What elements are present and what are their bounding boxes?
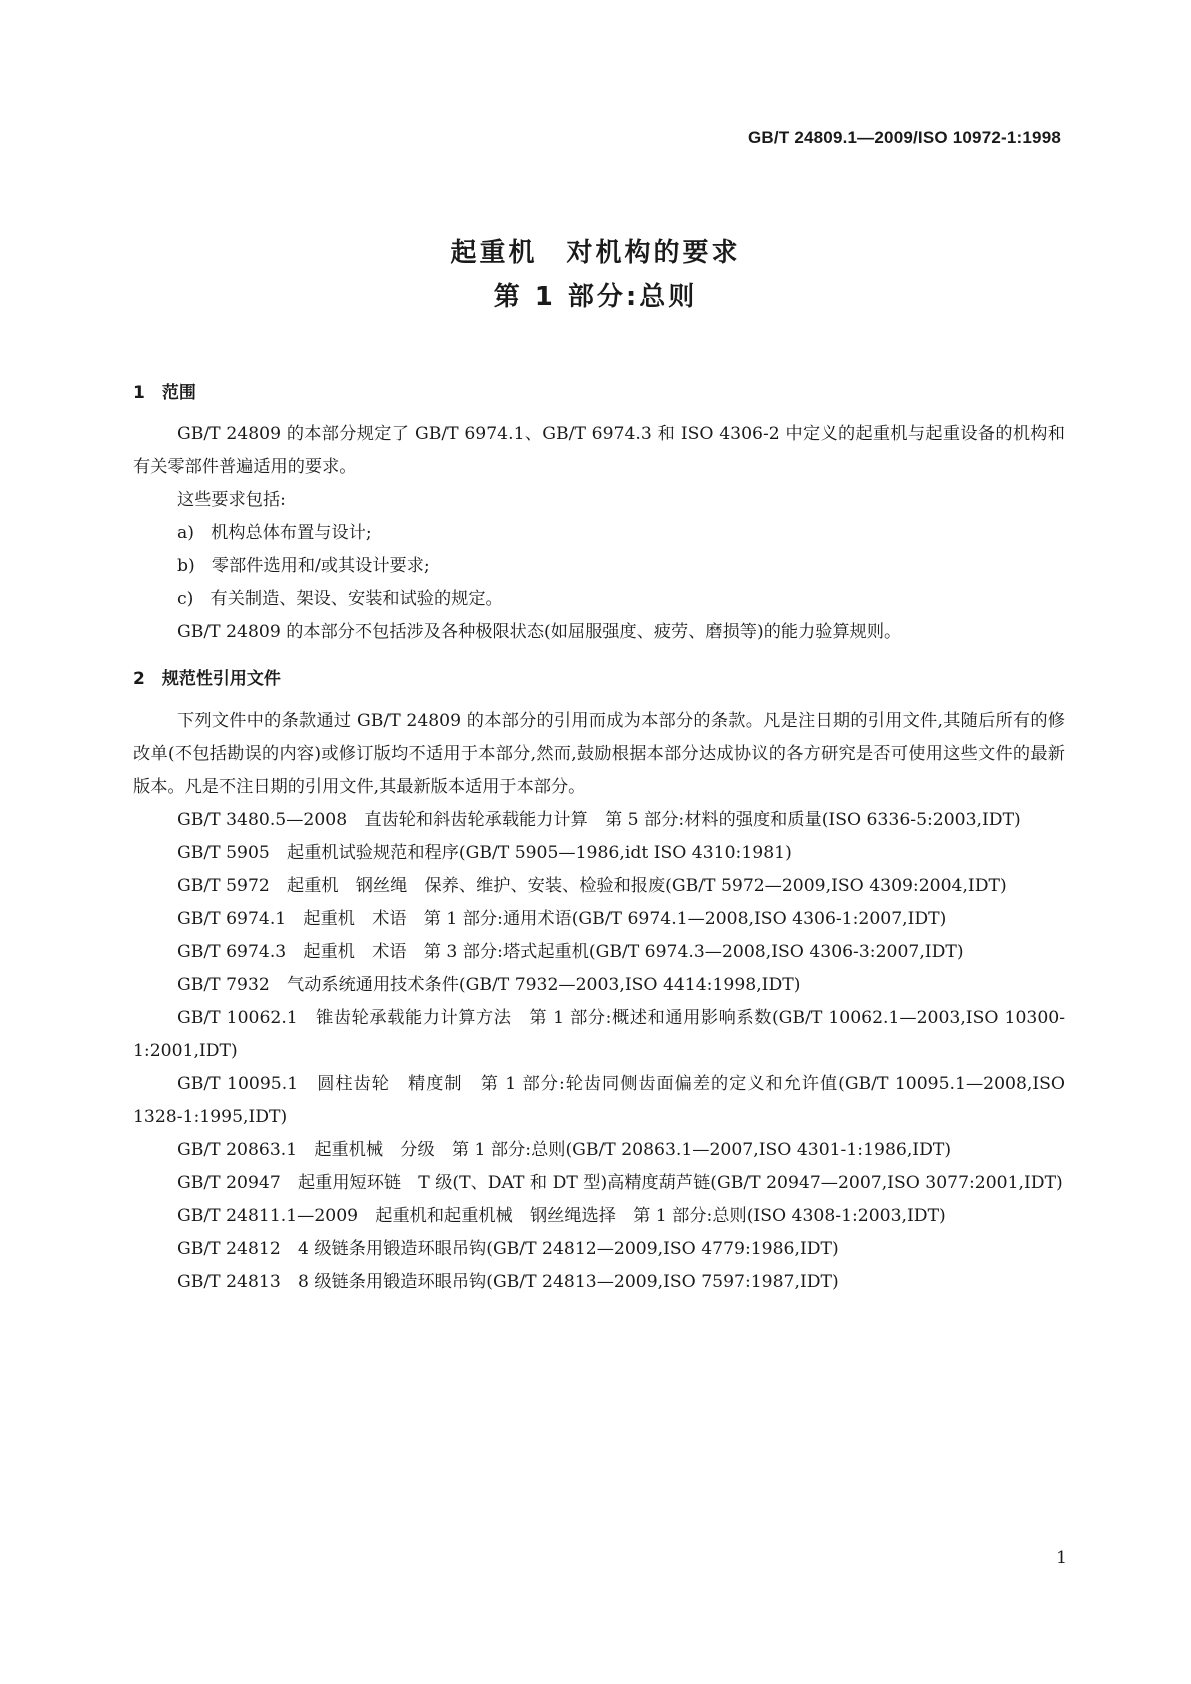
reference-code: GB/T 20863.1 — [177, 1140, 298, 1160]
document-subtitle: 第 1 部分:总则 — [493, 282, 698, 312]
scope-list-item-c: c) 有关制造、架设、安装和试验的规定。 — [177, 589, 503, 609]
reference-item — [133, 969, 1065, 1002]
section-1-body — [133, 418, 1065, 649]
reference-title: 起重机 钢丝绳 保养、维护、安装、检验和报废(GB/T 5972—2009,ISO 4309:2004,IDT) — [287, 876, 1007, 896]
reference-item — [133, 1200, 1065, 1233]
reference-item — [133, 936, 1065, 969]
section-2-body — [133, 705, 1071, 1299]
section-1-heading: 1 范围 — [133, 383, 196, 403]
reference-code: GB/T 10095.1 — [177, 1074, 299, 1094]
reference-item — [133, 804, 1065, 837]
reference-title: 锥齿轮承载能力计算方法 第 1 部分:概述和通用影响系数(GB/T 10062.1—2003,ISO 10300-1:2001,IDT) — [133, 1008, 1065, 1061]
reference-code: GB/T 24813 — [177, 1272, 281, 1292]
reference-item — [133, 1002, 1065, 1068]
reference-code: GB/T 6974.3 — [177, 942, 287, 962]
document-title: 起重机 对机构的要求 — [450, 238, 741, 268]
page-number: 1 — [1056, 1548, 1067, 1568]
reference-item — [133, 1068, 1071, 1134]
reference-title: 起重机试验规范和程序(GB/T 5905—1986,idt ISO 4310:1981) — [287, 843, 792, 863]
reference-item — [133, 1233, 1065, 1266]
scope-list-item-a: a) 机构总体布置与设计; — [177, 523, 372, 543]
reference-title: 气动系统通用技术条件(GB/T 7932—2003,ISO 4414:1998,IDT) — [287, 975, 801, 995]
reference-title: 起重机 术语 第 3 部分:塔式起重机(GB/T 6974.3—2008,ISO 4306-3:2007,IDT) — [303, 942, 964, 962]
reference-code: GB/T 5972 — [177, 876, 270, 896]
reference-code: GB/T 10062.1 — [177, 1008, 298, 1028]
reference-code: GB/T 7932 — [177, 975, 270, 995]
reference-item — [133, 1134, 1065, 1167]
reference-item — [133, 1167, 1065, 1200]
scope-paragraph: GB/T 24809 的本部分规定了 GB/T 6974.1、GB/T 6974.3 和 ISO 4306-2 中定义的起重机与起重设备的机构和有关零部件普遍适用的要求。 — [133, 424, 1065, 477]
reference-code: GB/T 3480.5—2008 — [177, 810, 348, 830]
reference-item — [133, 1266, 1065, 1299]
reference-item — [133, 903, 1065, 936]
reference-title: 8 级链条用锻造环眼吊钩(GB/T 24813—2009,ISO 7597:1987,IDT) — [297, 1272, 839, 1292]
reference-item — [133, 870, 1065, 903]
reference-code: GB/T 5905 — [177, 843, 270, 863]
section-2-heading: 2 规范性引用文件 — [133, 669, 281, 689]
reference-title: 圆柱齿轮 精度制 第 1 部分:轮齿同侧齿面偏差的定义和允许值(GB/T 10095.1—2008,ISO 1328-1:1995,IDT) — [133, 1074, 1071, 1127]
references-intro: 下列文件中的条款通过 GB/T 24809 的本部分的引用而成为本部分的条款。凡是注日期的引用文件,其随后所有的修改单(不包括勘误的内容)或修订版均不适用于本部分,然而,鼓励根据本部分达成协议的各方研究是否可使用这些文件的最新版本。凡是不注日期的引用文件,其最新版本适用于本部分。 — [133, 711, 1065, 797]
scope-requirements-intro: 这些要求包括: — [177, 490, 286, 510]
scope-exclusion-paragraph: GB/T 24809 的本部分不包括涉及各种极限状态(如屈服强度、疲劳、磨损等)的能力验算规则。 — [177, 622, 902, 642]
standard-code: GB/T 24809.1—2009/ISO 10972-1:1998 — [748, 128, 1061, 147]
reference-item — [133, 837, 1065, 870]
reference-title: 直齿轮和斜齿轮承载能力计算 第 5 部分:材料的强度和质量(ISO 6336-5:2003,IDT) — [364, 810, 1021, 830]
reference-code: GB/T 24811.1—2009 — [177, 1206, 359, 1226]
reference-title: 4 级链条用锻造环眼吊钩(GB/T 24812—2009,ISO 4779:1986,IDT) — [297, 1239, 839, 1259]
reference-title: 起重机和起重机械 钢丝绳选择 第 1 部分:总则(ISO 4308-1:2003,IDT) — [375, 1206, 946, 1226]
reference-code: GB/T 20947 — [177, 1173, 281, 1193]
reference-code: GB/T 6974.1 — [177, 909, 287, 929]
scope-list-item-b: b) 零部件选用和/或其设计要求; — [177, 556, 430, 576]
reference-title: 起重机 术语 第 1 部分:通用术语(GB/T 6974.1—2008,ISO 4306-1:2007,IDT) — [303, 909, 947, 929]
reference-code: GB/T 24812 — [177, 1239, 281, 1259]
reference-title: 起重机械 分级 第 1 部分:总则(GB/T 20863.1—2007,ISO 4301-1:1986,IDT) — [314, 1140, 952, 1160]
reference-title: 起重用短环链 T 级(T、DAT 和 DT 型)高精度葫芦链(GB/T 20947—2007,ISO 3077:2001,IDT) — [297, 1173, 1063, 1193]
reference-list — [133, 804, 1071, 1299]
